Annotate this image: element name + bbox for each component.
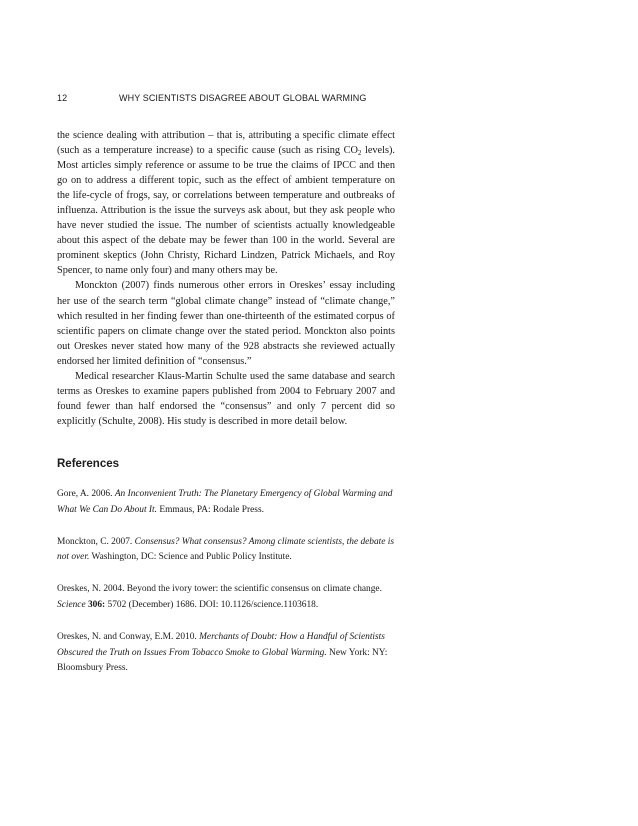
body-text [57,128,395,429]
reference-item [57,630,395,677]
reference-title: An Inconvenient Truth: The Planetary Emergency of Global Warming and What We Can Do About It. [57,488,393,515]
reference-title: Merchants of Doubt: How a Handful of Scientists Obscured the Truth on Issues From Tobacco Smoke to Global Warming. [57,631,385,658]
reference-item [57,535,395,567]
reference-item [57,582,395,614]
paragraph-attribution [57,128,395,278]
reference-journal: Science [57,599,86,610]
running-title: WHY SCIENTISTS DISAGREE ABOUT GLOBAL WARMING [119,93,367,103]
reference-publisher: New York: NY: Bloomsbury Press. [57,647,388,674]
reference-text: Monckton, C. 2007. [57,536,135,547]
paragraph-schulte: Medical researcher Klaus-Martin Schulte used the same database and search terms as Oreskes to examine papers published from 2004 to February 2007 and found fewer than half endorsed the “consensus” and only 7 percent did so explicitly (Schulte, 2008). His study is described in more detail below. [57,370,395,427]
reference-publisher: 5702 (December) 1686. DOI: 10.1126/science.1103618. [105,599,319,610]
reference-title: Consensus? What consensus? Among climate scientists, the debate is not over. [57,536,395,563]
reference-item [57,487,395,519]
co2-subscript: 2 [357,149,362,158]
paragraph-attribution-text-start: the science dealing with attribution – that is, attributing a specific climate effect (such as a temperature increase) to a specific cause (such as rising CO [57,130,395,157]
references-heading: References [57,457,120,470]
book-page [57,92,395,693]
references-list [57,487,395,677]
page-number: 12 [57,93,68,103]
reference-volume: 306: [85,599,106,610]
reference-publisher: Emmaus, PA: Rodale Press. [157,504,264,515]
paragraph-attribution-text-end: levels). Most articles simply reference or assume to be true the claims of IPCC and then go on to address a different topic, such as the effect of ambient temperature on the life-cycle of frogs, say, or correlations between temperature and outbreaks of influenza. Attribution is the issue the surveys ask about, but they ask people who have never studied the issue. The number of scientists actually knowledgeable about this aspect of the debate may be fewer than 100 in the world. Several are prominent skeptics (John Christy, Richard Lindzen, Patrick Michaels, and Roy Spencer, to name only four) and many others may be. [57,145,395,277]
paragraph-monckton: Monckton (2007) finds numerous other errors in Oreskes’ essay including her use of the search term “global climate change” instead of “climate change,” which resulted in her finding fewer than one-thirteenth of the estimated corpus of scientific papers on climate change over the stated period. Monckton also points out Oreskes never stated how many of the 928 abstracts she reviewed actually endorsed her limited definition of “consensus.” [57,280,395,367]
reference-text: Gore, A. 2006. [57,488,115,499]
running-head [57,92,395,104]
reference-text: Oreskes, N. 2004. Beyond the ivory tower: the scientific consensus on climate change. [57,584,382,595]
reference-publisher: Washington, DC: Science and Public Policy Institute. [89,552,292,563]
reference-text: Oreskes, N. and Conway, E.M. 2010. [57,631,200,642]
